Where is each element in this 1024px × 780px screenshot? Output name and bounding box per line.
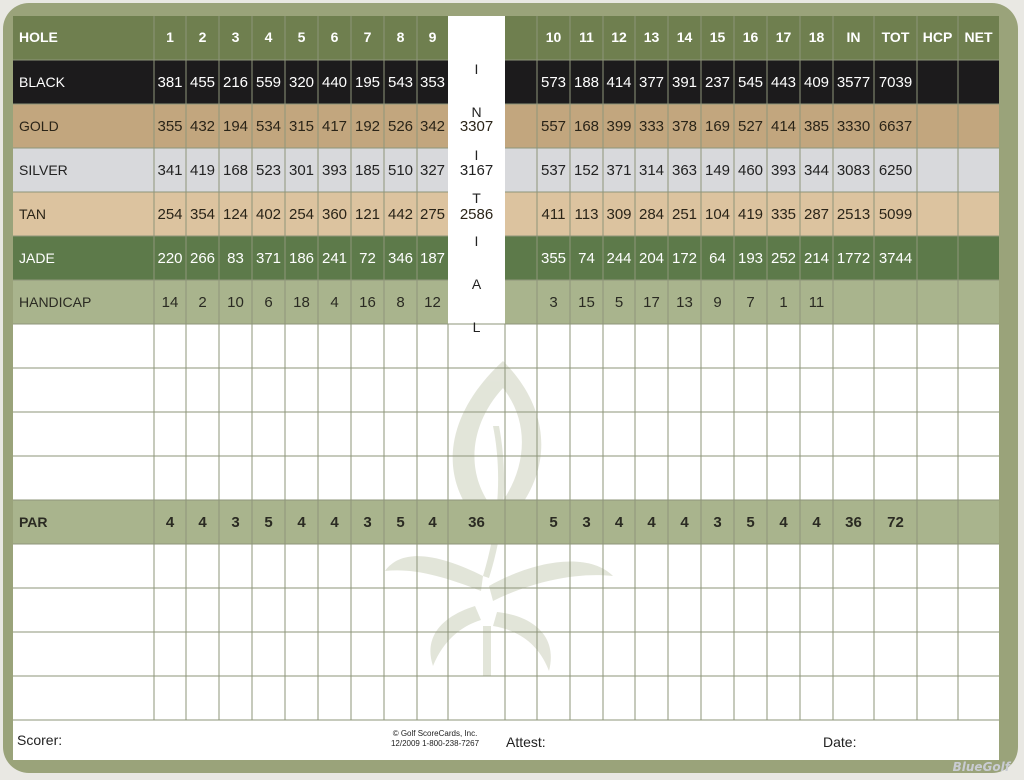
- handicap-cell: 14: [161, 294, 179, 311]
- handicap-cell: 16: [359, 294, 376, 311]
- yardage-cell: 573: [540, 74, 567, 91]
- yardage-cell: 315: [288, 118, 315, 135]
- handicap-cell: 10: [227, 294, 244, 311]
- yardage-cell: 443: [770, 74, 797, 91]
- yardage-cell: 74: [578, 250, 595, 267]
- yardage-cell: 124: [222, 206, 249, 223]
- yardage-cell: 169: [704, 118, 731, 135]
- yardage-cell: 168: [222, 162, 249, 179]
- par-cell: 4: [428, 514, 437, 531]
- yardage-cell: 284: [638, 206, 665, 223]
- handicap-label: HANDICAP: [19, 294, 92, 310]
- header-hole-7: 7: [363, 29, 372, 45]
- out-total-cell: 1972: [459, 250, 494, 267]
- yardage-cell: 214: [803, 250, 830, 267]
- handicap-cell: 11: [808, 294, 825, 311]
- yardage-cell: 534: [255, 118, 282, 135]
- par-grand-total: 72: [887, 514, 904, 531]
- header-hole-3: 3: [231, 29, 240, 45]
- handicap-cell: 18: [293, 294, 310, 311]
- grand-total-cell: 5099: [878, 206, 913, 223]
- grand-total-cell: 6637: [878, 118, 913, 135]
- yardage-cell: 371: [255, 250, 282, 267]
- par-cell: 5: [264, 514, 273, 531]
- yardage-cell: 266: [189, 250, 216, 267]
- yardage-cell: 185: [354, 162, 381, 179]
- copyright-line-2: 12/2009 1-800-238-7267: [390, 739, 480, 748]
- yardage-cell: 527: [737, 118, 764, 135]
- in-total-cell: 3083: [836, 162, 871, 179]
- yardage-cell: 355: [157, 118, 183, 135]
- yardage-cell: 168: [573, 118, 600, 135]
- yardage-cell: 440: [321, 74, 348, 91]
- handicap-cell: 4: [330, 294, 339, 311]
- yardage-cell: 344: [803, 162, 830, 179]
- header-hole-4: 4: [264, 29, 273, 45]
- tee-name-jade: JADE: [19, 250, 55, 266]
- in-total-cell: 1772: [836, 250, 871, 267]
- par-cell: 5: [549, 514, 558, 531]
- yardage-cell: 355: [540, 250, 567, 267]
- yardage-cell: 152: [573, 162, 600, 179]
- yardage-cell: 399: [606, 118, 632, 135]
- handicap-cell: 5: [614, 294, 624, 311]
- header-hole-14: 14: [676, 29, 693, 45]
- par-cell: 3: [582, 514, 591, 531]
- par-cell: 4: [330, 514, 339, 531]
- yardage-cell: 411: [541, 206, 566, 223]
- par-cell: 4: [614, 514, 624, 531]
- in-total-cell: 3577: [836, 74, 871, 91]
- yardage-cell: 342: [419, 118, 446, 135]
- handicap-cell: 2: [198, 294, 207, 311]
- header-hole-16: 16: [742, 29, 759, 45]
- in-total-cell: 3330: [836, 118, 871, 135]
- header-hole-17: 17: [775, 29, 792, 45]
- scorecard-grid: [13, 16, 999, 760]
- yardage-cell: 172: [671, 250, 698, 267]
- initial-letter: I: [474, 61, 479, 77]
- par-in-total: 36: [845, 514, 862, 531]
- par-cell: 5: [396, 514, 405, 531]
- handicap-cell: 15: [578, 294, 595, 311]
- initial-letter: A: [471, 276, 482, 292]
- header-hole-15: 15: [709, 29, 726, 45]
- par-cell: 4: [680, 514, 689, 531]
- yardage-cell: 537: [540, 162, 567, 179]
- yardage-cell: 83: [227, 250, 244, 267]
- tee-name-gold: GOLD: [19, 118, 59, 134]
- handicap-cell: 1: [779, 294, 788, 311]
- yardage-cell: 187: [419, 250, 446, 267]
- initial-letter: I: [474, 233, 479, 249]
- yardage-cell: 254: [288, 206, 315, 223]
- initial-letter: N: [471, 104, 482, 120]
- yardage-cell: 149: [704, 162, 731, 179]
- yardage-cell: 220: [157, 250, 183, 267]
- yardage-cell: 341: [157, 162, 183, 179]
- yardage-cell: 275: [419, 206, 446, 223]
- header-hole-11: 11: [579, 29, 594, 45]
- yardage-cell: 378: [671, 118, 698, 135]
- yardage-cell: 371: [606, 162, 632, 179]
- yardage-cell: 309: [606, 206, 632, 223]
- tee-name-silver: SILVER: [19, 162, 68, 178]
- tee-name-tan: TAN: [19, 206, 46, 222]
- yardage-cell: 460: [737, 162, 764, 179]
- header-out-label: OUT: [461, 29, 492, 45]
- yardage-cell: 455: [189, 74, 216, 91]
- scorer-label: Scorer:: [17, 732, 63, 748]
- handicap-cell: 12: [424, 294, 441, 311]
- yardage-cell: 121: [354, 206, 381, 223]
- yardage-cell: 385: [803, 118, 830, 135]
- header-hcp-label: HCP: [922, 29, 953, 45]
- yardage-cell: 244: [606, 250, 632, 267]
- yardage-cell: 523: [255, 162, 282, 179]
- copyright-notice: [380, 729, 490, 749]
- yardage-cell: 186: [288, 250, 315, 267]
- handicap-cell: 17: [643, 294, 660, 311]
- header-in-label: IN: [846, 29, 861, 45]
- yardage-cell: 377: [638, 74, 665, 91]
- yardage-cell: 113: [574, 206, 599, 223]
- yardage-cell: 193: [737, 250, 764, 267]
- initial-letter: T: [472, 190, 481, 206]
- handicap-cell: 6: [264, 294, 273, 311]
- par-cell: 4: [297, 514, 306, 531]
- yardage-cell: 195: [354, 74, 381, 91]
- header-hole-5: 5: [297, 29, 306, 45]
- yardage-cell: 251: [671, 206, 698, 223]
- initial-letter: I: [474, 147, 479, 163]
- yardage-cell: 545: [737, 74, 764, 91]
- yardage-cell: 320: [288, 74, 315, 91]
- yardage-cell: 252: [770, 250, 797, 267]
- par-out-total: 36: [468, 514, 485, 531]
- yardage-cell: 414: [770, 118, 797, 135]
- yardage-cell: 301: [288, 162, 315, 179]
- header-hole-2: 2: [198, 29, 207, 45]
- tee-name-black: BLACK: [19, 74, 65, 90]
- yardage-cell: 216: [222, 74, 249, 91]
- yardage-cell: 543: [387, 74, 414, 91]
- yardage-cell: 414: [606, 74, 632, 91]
- yardage-cell: 327: [419, 162, 446, 179]
- yardage-cell: 346: [387, 250, 414, 267]
- yardage-cell: 353: [419, 74, 446, 91]
- header-hole-6: 6: [330, 29, 339, 45]
- grand-total-cell: 6250: [878, 162, 913, 179]
- yardage-cell: 432: [189, 118, 216, 135]
- yardage-cell: 526: [387, 118, 414, 135]
- yardage-cell: 194: [222, 118, 249, 135]
- par-cell: 3: [363, 514, 372, 531]
- header-tot-label: TOT: [881, 29, 910, 45]
- yardage-cell: 557: [540, 118, 567, 135]
- header-net-label: NET: [964, 29, 993, 45]
- header-hole-label: HOLE: [19, 29, 58, 45]
- grand-total-cell: 7039: [878, 74, 913, 91]
- header-hole-8: 8: [396, 29, 405, 45]
- yardage-cell: 393: [770, 162, 797, 179]
- yardage-cell: 381: [157, 74, 183, 91]
- par-cell: 3: [231, 514, 240, 531]
- yardage-cell: 287: [803, 206, 830, 223]
- par-cell: 4: [812, 514, 821, 531]
- yardage-cell: 402: [255, 206, 282, 223]
- yardage-cell: 64: [709, 250, 726, 267]
- yardage-cell: 104: [704, 206, 731, 223]
- yardage-cell: 254: [157, 206, 183, 223]
- yardage-cell: 409: [803, 74, 830, 91]
- out-total-cell: 3462: [459, 74, 494, 91]
- handicap-cell: 8: [396, 294, 405, 311]
- out-total-cell: 3167: [459, 162, 494, 179]
- par-label: PAR: [19, 514, 48, 530]
- yardage-cell: 237: [704, 74, 731, 91]
- par-cell: 4: [647, 514, 656, 531]
- handicap-cell: 13: [676, 294, 693, 311]
- header-hole-18: 18: [808, 29, 825, 45]
- in-total-cell: 2513: [836, 206, 871, 223]
- yardage-cell: 192: [354, 118, 381, 135]
- out-total-cell: 3307: [459, 118, 494, 135]
- attest-label: Attest:: [506, 734, 546, 750]
- header-hole-1: 1: [166, 29, 174, 45]
- copyright-line-1: © Golf ScoreCards, Inc.: [392, 729, 478, 738]
- handicap-cell: 3: [549, 294, 558, 311]
- yardage-cell: 417: [321, 118, 348, 135]
- yardage-cell: 419: [189, 162, 216, 179]
- yardage-cell: 391: [671, 74, 698, 91]
- par-cell: 4: [779, 514, 788, 531]
- handicap-cell: 9: [713, 294, 722, 311]
- yardage-cell: 188: [573, 74, 600, 91]
- out-total-cell: 2586: [459, 206, 494, 223]
- yardage-cell: 333: [638, 118, 665, 135]
- par-cell: 4: [198, 514, 207, 531]
- yardage-cell: 335: [770, 206, 797, 223]
- par-cell: 4: [165, 514, 175, 531]
- yardage-cell: 241: [321, 250, 348, 267]
- handicap-cell: 7: [746, 294, 755, 311]
- date-label: Date:: [823, 734, 857, 750]
- bluegolf-watermark: BlueGolf: [952, 760, 1010, 774]
- header-hole-12: 12: [611, 29, 627, 45]
- yardage-cell: 354: [189, 206, 216, 223]
- yardage-cell: 419: [737, 206, 764, 223]
- yardage-cell: 363: [671, 162, 698, 179]
- yardage-cell: 314: [638, 162, 665, 179]
- yardage-cell: 360: [321, 206, 348, 223]
- initial-letter: L: [472, 319, 481, 335]
- yardage-cell: 559: [255, 74, 282, 91]
- yardage-cell: 393: [321, 162, 348, 179]
- yardage-cell: 510: [387, 162, 414, 179]
- yardage-cell: 442: [387, 206, 414, 223]
- par-cell: 5: [746, 514, 755, 531]
- header-hole-10: 10: [545, 29, 562, 45]
- grand-total-cell: 3744: [878, 250, 913, 267]
- par-cell: 3: [713, 514, 722, 531]
- header-hole-9: 9: [428, 29, 437, 45]
- yardage-cell: 72: [359, 250, 376, 267]
- header-hole-13: 13: [643, 29, 660, 45]
- yardage-cell: 204: [638, 250, 665, 267]
